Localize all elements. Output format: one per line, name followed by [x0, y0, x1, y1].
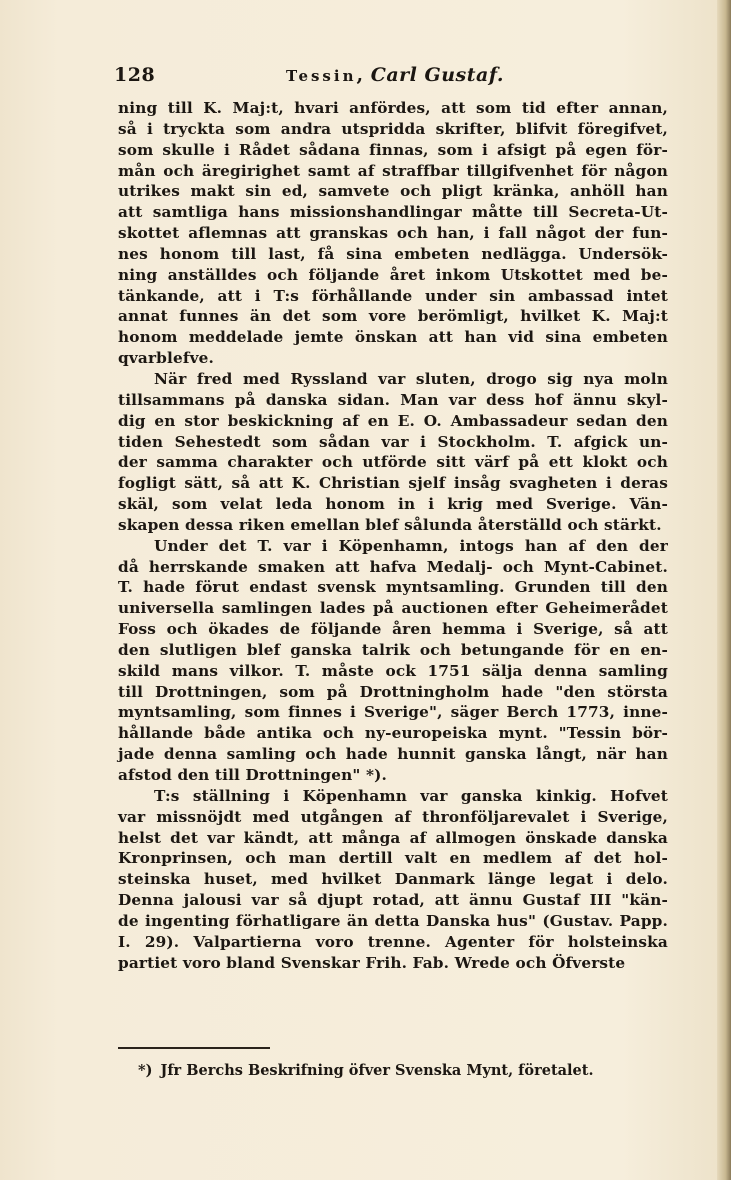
- text-line: Foss och ökades de följande åren hemma i Sverige, så att: [118, 620, 668, 639]
- text-line: den slutligen blef ganska talrik och betungande för en en-: [118, 640, 668, 659]
- text-line: T:s ställning i Köpenhamn var ganska kinkig. Hofvet: [154, 786, 668, 805]
- text-line: tiden Sehestedt som sådan var i Stockholm. T. afgick un-: [118, 432, 668, 451]
- text-line: skild mans vilkor. T. måste ock 1751 sälja denna samling: [118, 661, 668, 680]
- text-line: partiet voro bland Svenskar Frih. Fab. Wrede och Öfverste: [118, 953, 626, 972]
- text-line: hållande både antika och ny-europeiska mynt. "Tessin bör-: [118, 724, 668, 743]
- footnote-rule: [118, 1047, 270, 1049]
- text-line: afstod den till Drottningen" *).: [118, 766, 388, 784]
- footnote: [138, 1062, 638, 1079]
- text-line: steinska huset, med hvilket Danmark länge legat i delo.: [118, 870, 668, 889]
- page-header: [114, 64, 674, 94]
- text-line: Kronprinsen, och man dertill valt en medlem af det hol-: [118, 849, 668, 868]
- text-line: dig en stor beskickning af en E. O. Ambassadeur sedan den: [118, 411, 668, 430]
- text-line: universella samlingen lades på auctionen efter Geheimerådet: [118, 599, 668, 618]
- text-line: som skulle i Rådet sådana finnas, som i afsigt på egen för-: [118, 140, 668, 159]
- text-line: ning till K. Maj:t, hvari anfördes, att som tid efter annan,: [118, 99, 668, 117]
- paragraph: [118, 536, 668, 786]
- text-line: annat funnes än det som vore berömligt, hvilket K. Maj:t: [118, 307, 668, 326]
- text-line: mån och äregirighet samt af straffbar tillgifvenhet för någon: [118, 161, 668, 180]
- page-edge-shadow: [717, 0, 731, 1180]
- text-line: var missnöjdt med utgången af thronföljarevalet i Sverige,: [118, 807, 668, 826]
- text-line: tillsammans på danska sidan. Man var dess hof ännu skyl-: [118, 390, 668, 409]
- running-title-surname: Tessin: [286, 67, 357, 85]
- text-line: då herrskande smaken att hafva Medalj- och Mynt-Cabinet.: [118, 557, 668, 576]
- text-line: att samtliga hans missionshandlingar måtte till Secreta-Ut-: [118, 203, 668, 222]
- footnote-marker: *): [138, 1062, 153, 1079]
- text-line: fogligt sätt, så att K. Christian sjelf insåg svagheten i deras: [118, 474, 668, 493]
- running-title: Tessin, Carl Gustaf.: [286, 64, 504, 86]
- running-title-given-name: Carl Gustaf.: [370, 64, 504, 86]
- text-line: så i tryckta som andra utspridda skrifter, blifvit föregifvet,: [118, 119, 668, 138]
- text-line: skäl, som velat leda honom in i krig med Sverige. Vän-: [118, 495, 668, 514]
- text-line: skapen dessa riken emellan blef sålunda återställd och stärkt.: [118, 515, 662, 534]
- paragraph: [118, 369, 668, 536]
- paragraph: [118, 786, 668, 974]
- text-line: myntsamling, som finnes i Sverige", säger Berch 1773, inne-: [118, 703, 668, 722]
- page-number: 128: [114, 64, 156, 86]
- text-line: qvarblefve.: [118, 349, 214, 368]
- text-line: till Drottningen, som på Drottningholm hade "den största: [118, 682, 668, 701]
- text-line: T. hade förut endast svensk myntsamling. Grunden till den: [118, 578, 668, 597]
- text-line: honom meddelade jemte önskan att han vid sina embeten: [118, 328, 668, 347]
- text-line: de ingenting förhatligare än detta Danska hus" (Gustav. Papp.: [118, 911, 668, 930]
- text-line: nes honom till last, få sina embeten nedlägga. Undersök-: [118, 244, 668, 263]
- text-line: jade denna samling och hade hunnit ganska långt, när han: [118, 745, 668, 764]
- paragraph: [118, 98, 668, 369]
- text-line: skottet aflemnas att granskas och han, i fall något der fun-: [118, 224, 668, 243]
- text-line: Under det T. var i Köpenhamn, intogs han af den der: [154, 536, 668, 555]
- text-line: När fred med Ryssland var sluten, drogo sig nya moln: [154, 369, 668, 388]
- text-line: tänkande, att i T:s förhållande under sin ambassad intet: [118, 286, 668, 305]
- text-line: helst det var kändt, att många af allmogen önskade danska: [118, 828, 668, 847]
- body-text: [118, 98, 668, 973]
- text-line: Denna jalousi var så djupt rotad, att ännu Gustaf III "kän-: [118, 891, 668, 910]
- text-line: I. 29). Valpartierna voro trenne. Agenter för holsteinska: [118, 932, 668, 951]
- text-line: der samma charakter och utförde sitt värf på ett klokt och: [118, 453, 668, 472]
- footnote-text: Jfr Berchs Beskrifning öfver Svenska Mynt, företalet.: [160, 1062, 594, 1079]
- text-line: ning anställdes och följande året inkom Utskottet med be-: [118, 265, 668, 284]
- text-line: utrikes makt sin ed, samvete och pligt kränka, anhöll han: [118, 182, 668, 201]
